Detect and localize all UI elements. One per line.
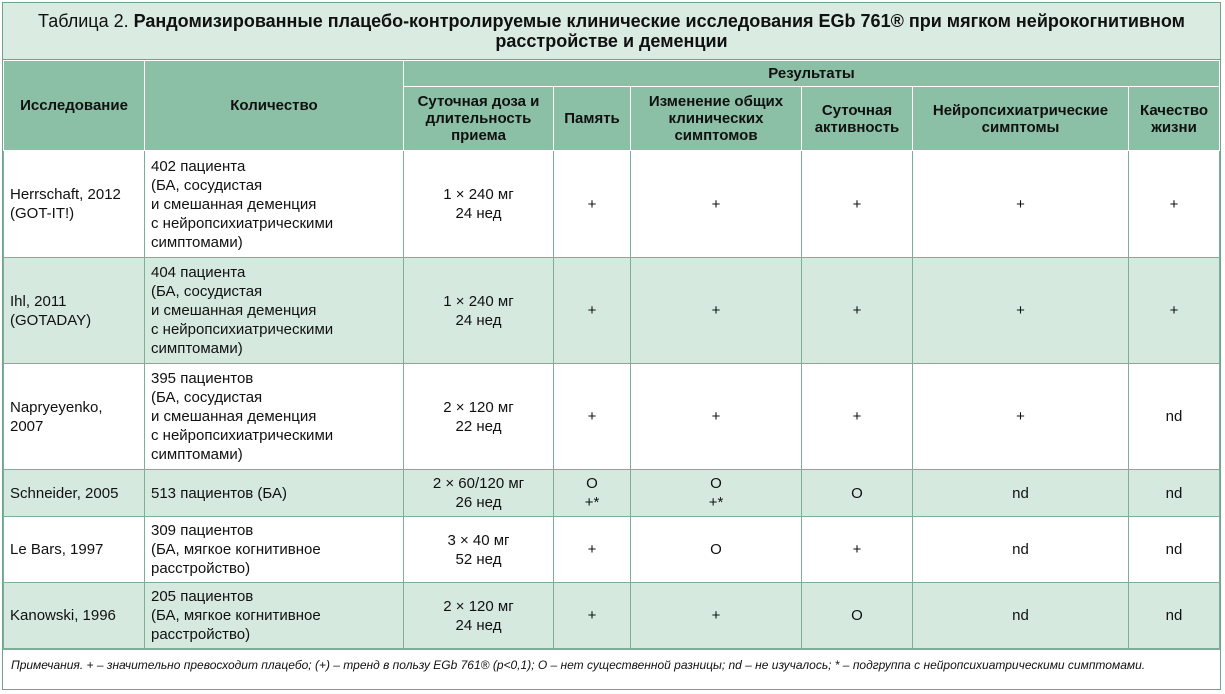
cell-line: + (852, 195, 862, 213)
cell-daily (802, 583, 913, 649)
table-row (4, 517, 1220, 583)
cell-neuro (913, 364, 1129, 470)
cell-line: (БА, сосудистая (151, 389, 263, 406)
cell-neuro (913, 470, 1129, 517)
cell-line: Kanowski, 1996 (10, 607, 116, 624)
cell-line: с нейропсихиатрическими (151, 321, 334, 338)
cell-line: + (711, 302, 721, 319)
header-neuro: Нейропсихиатрические симптомы (913, 87, 1129, 151)
cell-daily (802, 470, 913, 517)
cell-line: Napryeyenko, (10, 398, 103, 416)
cell-line: + (587, 195, 597, 213)
cell-neuro (913, 151, 1129, 258)
cell-count (145, 583, 404, 649)
cell-line: 24 нед (455, 205, 502, 222)
cell-dose (404, 151, 554, 258)
cell-line: + (1016, 408, 1025, 425)
cell-clinical (631, 583, 802, 649)
results-table (3, 60, 1220, 649)
cell-clinical (631, 517, 802, 583)
table-title-main: Рандомизированные плацебо-контролируемые клинические исследования EGb 761® при мягком нейрокогнитивном расстройстве и деменции (133, 11, 1185, 51)
cell-line: Le Bars, 1997 (10, 541, 104, 558)
cell-line: 513 пациентов (БА) (151, 484, 287, 502)
cell-memory (554, 258, 631, 364)
cell-line: и смешанная деменция (151, 195, 317, 213)
header-clinical: Изменение общих клинических симптомов (631, 87, 802, 151)
cell-count (145, 470, 404, 517)
table-frame (2, 2, 1221, 690)
cell-study (4, 517, 145, 583)
cell-line: + (711, 195, 721, 213)
cell-count (145, 517, 404, 583)
cell-line: 24 нед (455, 311, 502, 329)
cell-line: + (1016, 302, 1025, 319)
cell-line: симптомами) (151, 446, 243, 463)
cell-line: 2 × 60/120 мг (432, 475, 525, 492)
cell-line: + (587, 607, 597, 624)
table-title (3, 3, 1220, 60)
cell-daily (802, 517, 913, 583)
cell-line: 26 нед (455, 494, 502, 511)
cell-line: + (852, 541, 862, 558)
cell-line: O (851, 607, 863, 624)
cell-line: O (710, 475, 722, 492)
cell-count (145, 151, 404, 258)
cell-line: 309 пациентов (151, 522, 254, 539)
cell-line: + (711, 408, 721, 425)
cell-line: 1 × 240 мг (443, 186, 514, 203)
cell-line: O (851, 484, 863, 502)
header-daily: Суточная активность (802, 87, 913, 151)
cell-line: Ihl, 2011 (10, 292, 67, 310)
cell-line: (GOTADAY) (10, 311, 92, 329)
cell-line: с нейропсихиатрическими (151, 427, 334, 444)
cell-line: O (710, 541, 722, 558)
cell-line: с нейропсихиатрическими (151, 214, 334, 232)
cell-line: 395 пациентов (151, 370, 254, 387)
cell-line: 3 × 40 мг (447, 531, 510, 549)
cell-line: + (1169, 195, 1179, 213)
cell-study (4, 258, 145, 364)
cell-count (145, 364, 404, 470)
cell-line: nd (1012, 484, 1029, 502)
cell-line: 205 пациентов (151, 588, 254, 605)
cell-dose (404, 583, 554, 649)
cell-memory (554, 583, 631, 649)
header-memory: Память (554, 87, 631, 151)
cell-study (4, 364, 145, 470)
cell-daily (802, 151, 913, 258)
cell-line: и смешанная деменция (151, 408, 317, 425)
cell-line: + (587, 408, 597, 425)
cell-dose (404, 517, 554, 583)
cell-line: +* (584, 494, 600, 511)
cell-count (145, 258, 404, 364)
cell-dose (404, 364, 554, 470)
cell-neuro (913, 583, 1129, 649)
cell-line: 1 × 240 мг (443, 292, 514, 310)
cell-clinical (631, 364, 802, 470)
header-count: Количество (145, 61, 404, 151)
cell-line: nd (1165, 484, 1183, 502)
cell-line: nd (1012, 607, 1029, 624)
cell-line: O (586, 475, 598, 492)
cell-line: Schneider, 2005 (10, 484, 119, 502)
cell-line: (БА, мягкое когнитивное (151, 607, 321, 624)
cell-study (4, 470, 145, 517)
table-row (4, 364, 1220, 470)
header-dose: Суточная доза и длительность приема (404, 87, 554, 151)
cell-quality (1129, 151, 1220, 258)
table-row (4, 470, 1220, 517)
cell-neuro (913, 517, 1129, 583)
header-quality: Качество жизни (1129, 87, 1220, 151)
table-row (4, 258, 1220, 364)
cell-dose (404, 470, 554, 517)
table-title-prefix: Таблица 2. (38, 11, 134, 31)
cell-line: nd (1165, 408, 1183, 425)
cell-quality (1129, 258, 1220, 364)
cell-line: и смешанная деменция (151, 302, 317, 319)
cell-quality (1129, 364, 1220, 470)
cell-clinical (631, 258, 802, 364)
cell-line: (БА, сосудистая (151, 283, 263, 300)
cell-memory (554, 364, 631, 470)
cell-line: + (587, 302, 597, 319)
cell-line: + (852, 408, 862, 425)
cell-line: симптомами) (151, 233, 243, 251)
cell-quality (1129, 470, 1220, 517)
header-results: Результаты (404, 61, 1220, 87)
cell-line: расстройство) (151, 560, 251, 577)
cell-line: 52 нед (455, 550, 502, 568)
cell-line: nd (1165, 607, 1183, 624)
cell-quality (1129, 583, 1220, 649)
cell-clinical (631, 151, 802, 258)
header-study: Исследование (4, 61, 145, 151)
cell-daily (802, 258, 913, 364)
cell-quality (1129, 517, 1220, 583)
cell-line: + (587, 541, 597, 558)
cell-memory (554, 470, 631, 517)
cell-line: 2007 (10, 417, 44, 435)
cell-line: 24 нед (455, 616, 502, 634)
table-row (4, 583, 1220, 649)
cell-memory (554, 151, 631, 258)
cell-line: 22 нед (455, 417, 502, 435)
cell-line: 404 пациента (151, 264, 246, 281)
cell-daily (802, 364, 913, 470)
cell-study (4, 151, 145, 258)
cell-line: + (1016, 195, 1025, 213)
cell-dose (404, 258, 554, 364)
cell-line: + (852, 302, 862, 319)
cell-study (4, 583, 145, 649)
cell-line: + (711, 607, 721, 624)
cell-line: (GOT-IT!) (10, 205, 75, 222)
cell-line: (БА, сосудистая (151, 176, 263, 194)
cell-clinical (631, 470, 802, 517)
table-notes: Примечания. + – значительно превосходит плацебо; (+) – тренд в пользу EGb 761® (p<0,1); O – нет существенной разницы; nd – не изучалось; * – подгруппа с нейропсихиатрическими симптомами. (3, 649, 1220, 693)
cell-line: симптомами) (151, 340, 243, 357)
cell-line: nd (1012, 541, 1029, 558)
cell-line: 2 × 120 мг (443, 398, 514, 416)
table-body (4, 151, 1220, 649)
cell-line: nd (1165, 541, 1183, 558)
cell-line: 402 пациента (151, 157, 246, 175)
cell-neuro (913, 258, 1129, 364)
cell-line: расстройство) (151, 626, 251, 643)
cell-line: 2 × 120 мг (443, 597, 514, 615)
cell-line: (БА, мягкое когнитивное (151, 541, 321, 558)
cell-line: Herrschaft, 2012 (10, 186, 121, 203)
cell-line: +* (708, 494, 724, 511)
table-row (4, 151, 1220, 258)
cell-line: + (1169, 302, 1179, 319)
cell-memory (554, 517, 631, 583)
